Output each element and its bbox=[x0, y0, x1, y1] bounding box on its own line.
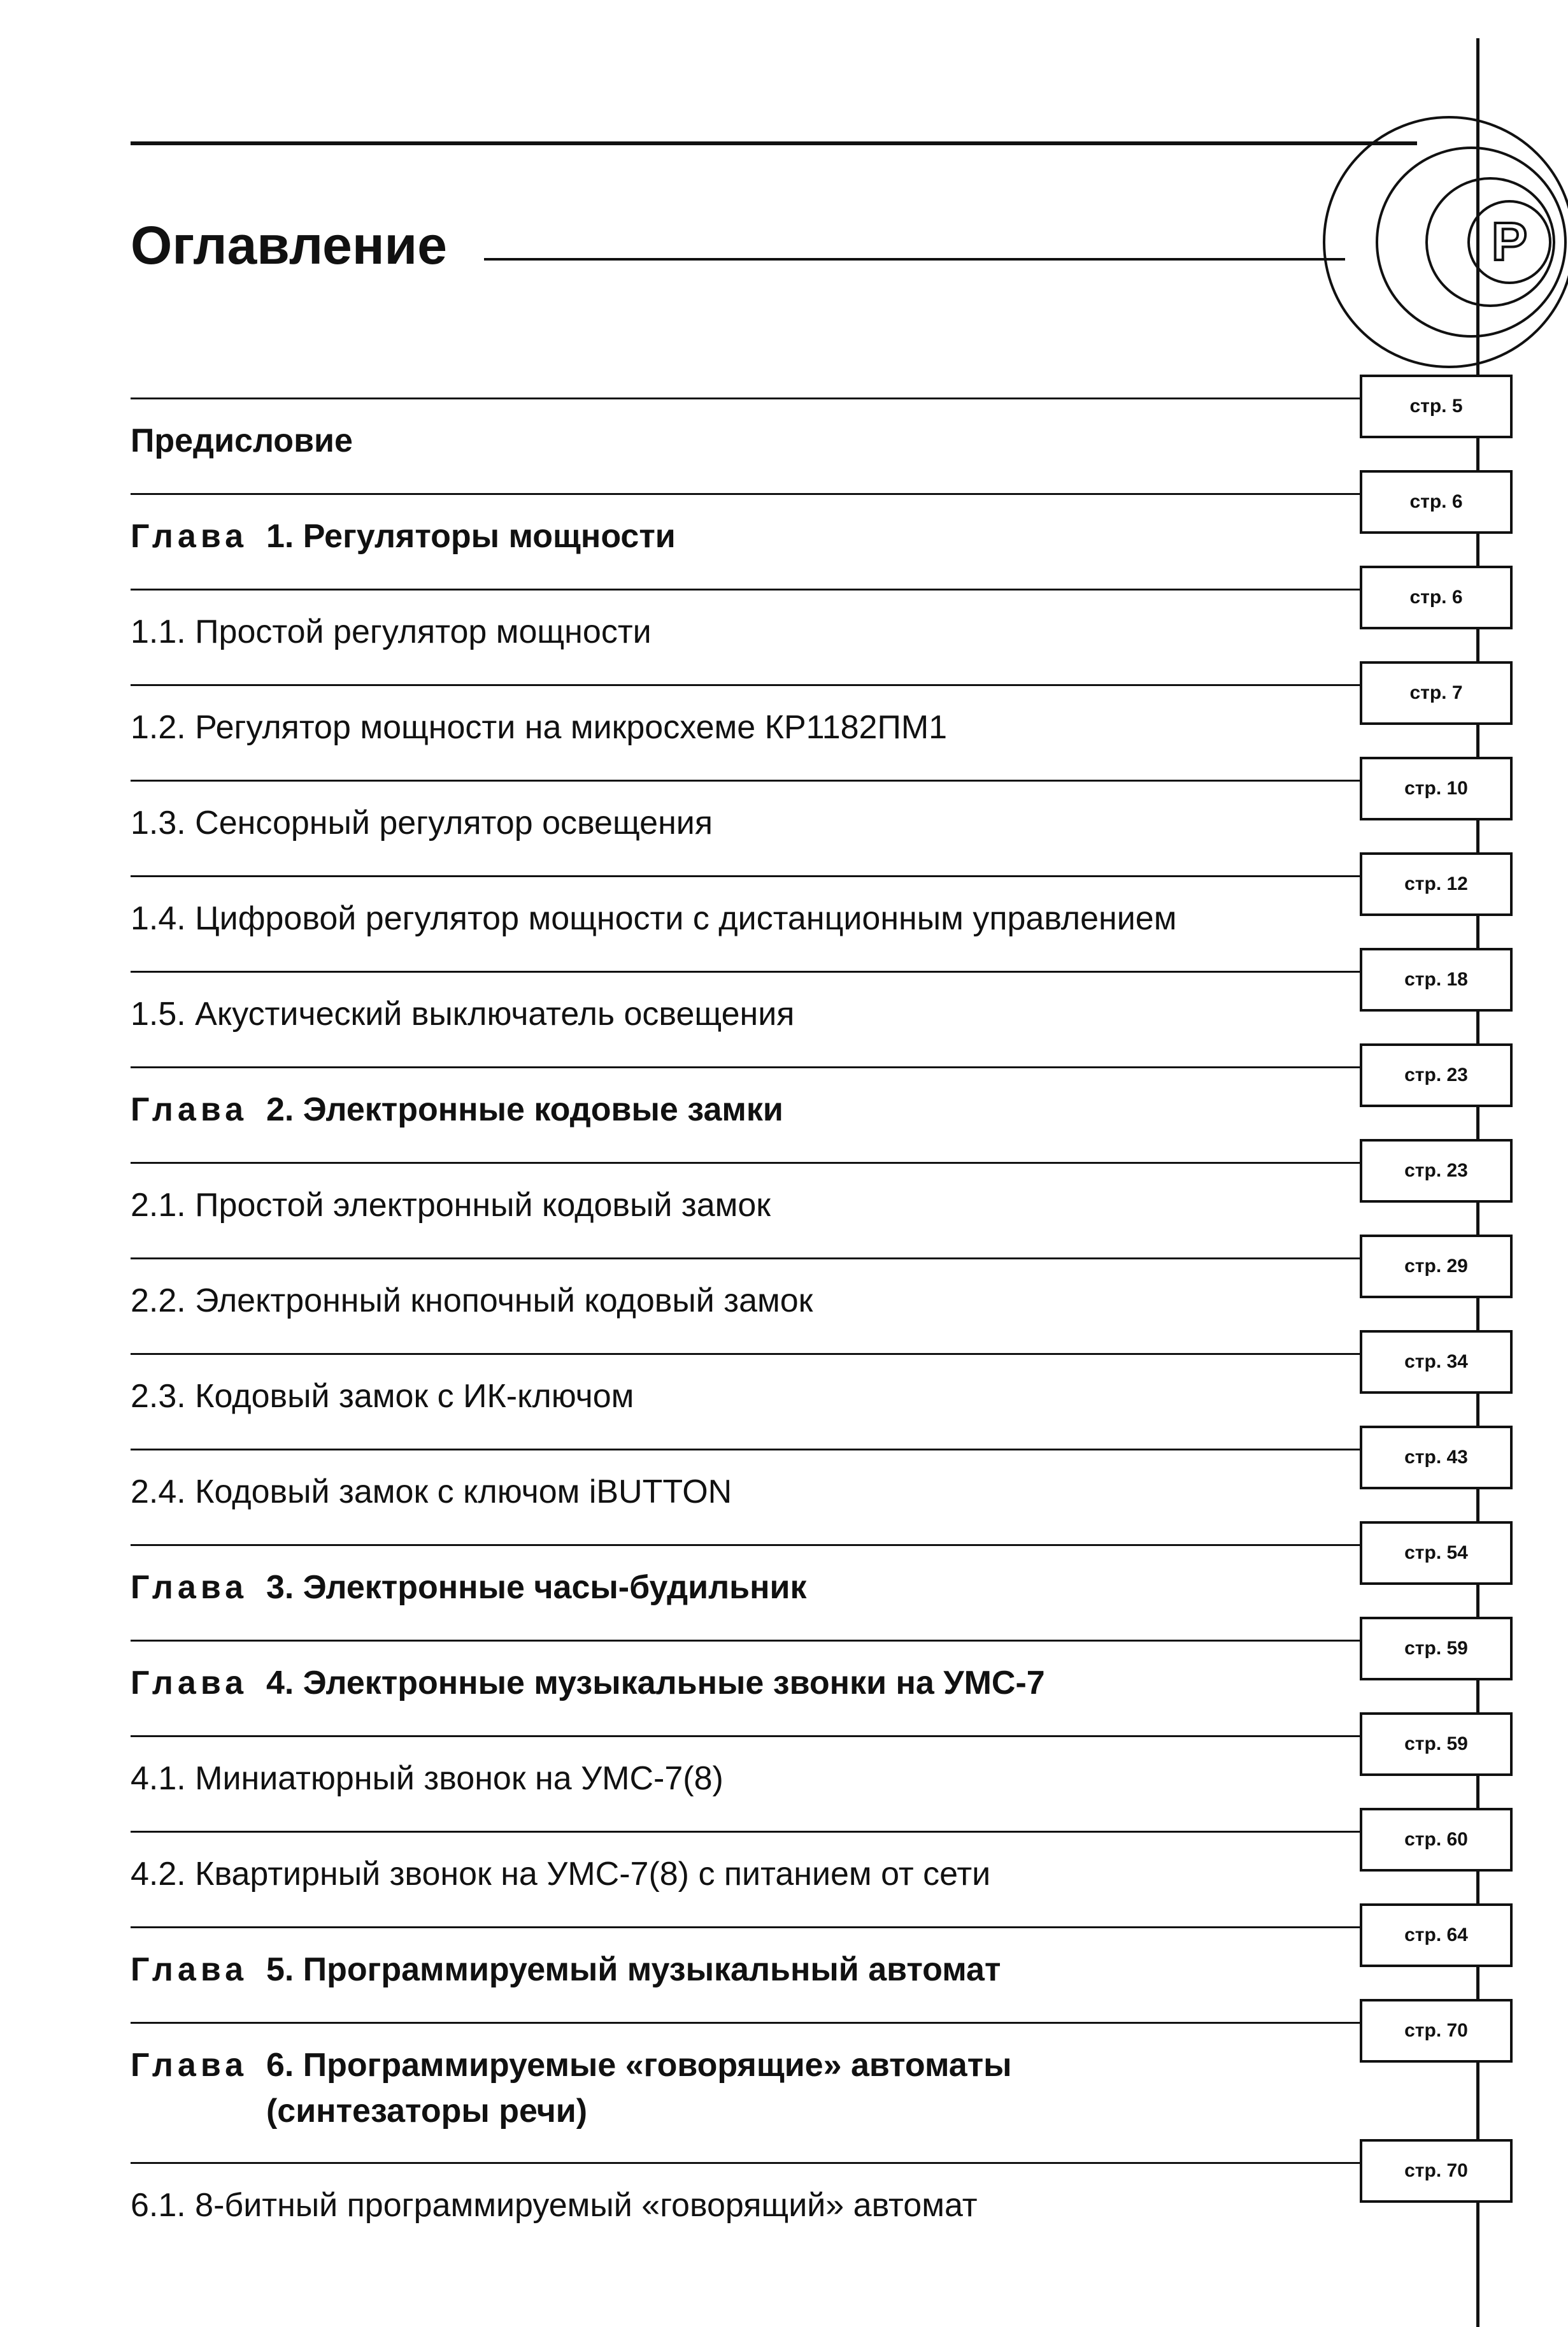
page-title: Оглавление bbox=[131, 215, 447, 275]
chapter-word: Глава bbox=[131, 1569, 248, 1606]
toc-entry-title: 2.4. Кодовый замок с ключом iBUTTON bbox=[131, 1473, 732, 1510]
toc-entry-title: 1.4. Цифровой регулятор мощности с дистанционным управлением bbox=[131, 900, 1177, 937]
entry-rule bbox=[131, 1353, 1360, 1355]
toc-entry[interactable] bbox=[0, 1720, 1568, 1815]
page-number-box: стр. 59 bbox=[1360, 1712, 1513, 1776]
toc-entry[interactable] bbox=[0, 1147, 1568, 1242]
toc-entry-title bbox=[131, 1564, 807, 1610]
page-number-box: стр. 10 bbox=[1360, 757, 1513, 820]
toc-entry[interactable] bbox=[0, 2007, 1568, 2130]
page-number-box: стр. 12 bbox=[1360, 852, 1513, 916]
chapter-word: Глава bbox=[131, 1665, 248, 1701]
toc-entry-title bbox=[131, 1660, 1045, 1706]
toc-entry-title: 2.3. Кодовый замок с ИК-ключом bbox=[131, 1378, 634, 1415]
chapter-label: 6. Программируемые «говорящие» автоматы (синтезаторы речи) bbox=[266, 2047, 1012, 2130]
chapter-label: 4. Электронные музыкальные звонки на УМС-7 bbox=[266, 1665, 1045, 1701]
toc-entry-title: 1.1. Простой регулятор мощности bbox=[131, 613, 652, 650]
toc-entry[interactable] bbox=[0, 1338, 1568, 1433]
page-number-box: стр. 6 bbox=[1360, 566, 1513, 629]
toc-entry[interactable] bbox=[0, 1624, 1568, 1720]
page-number-box: стр. 70 bbox=[1360, 1999, 1513, 2063]
title-rule bbox=[484, 258, 1345, 261]
toc-entry[interactable] bbox=[0, 956, 1568, 1051]
toc-entry[interactable] bbox=[0, 860, 1568, 956]
page-number-box: стр. 43 bbox=[1360, 1426, 1513, 1489]
toc-entry-title bbox=[131, 513, 676, 559]
toc-entry[interactable] bbox=[0, 2147, 1568, 2242]
toc-entry[interactable] bbox=[0, 1242, 1568, 1338]
page-number-box: стр. 18 bbox=[1360, 948, 1513, 1012]
toc-entry[interactable] bbox=[0, 478, 1568, 573]
entry-rule bbox=[131, 1162, 1360, 1164]
page-number-box: стр. 54 bbox=[1360, 1521, 1513, 1585]
chapter-label: 3. Электронные часы-будильник bbox=[266, 1569, 807, 1606]
toc-entry-title: Предисловие bbox=[131, 422, 353, 459]
entry-rule bbox=[131, 1257, 1360, 1259]
entry-rule bbox=[131, 684, 1360, 686]
toc-entry-title bbox=[131, 1087, 783, 1133]
toc-entry[interactable] bbox=[0, 1911, 1568, 2007]
toc-entry[interactable] bbox=[0, 1051, 1568, 1147]
page-number-box: стр. 70 bbox=[1360, 2139, 1513, 2203]
entry-rule bbox=[131, 589, 1360, 591]
toc-entry[interactable] bbox=[0, 382, 1568, 478]
entry-rule bbox=[131, 397, 1360, 399]
page-number-box: стр. 60 bbox=[1360, 1808, 1513, 1872]
page-number-box: стр. 23 bbox=[1360, 1139, 1513, 1203]
entry-rule bbox=[131, 2022, 1360, 2024]
page-number-box: стр. 23 bbox=[1360, 1043, 1513, 1107]
page-number-box: стр. 34 bbox=[1360, 1330, 1513, 1394]
toc-entry[interactable] bbox=[0, 1433, 1568, 1529]
toc-entry[interactable] bbox=[0, 573, 1568, 669]
page-number-box: стр. 64 bbox=[1360, 1903, 1513, 1967]
toc-entry[interactable] bbox=[0, 1815, 1568, 1911]
page-number-box: стр. 5 bbox=[1360, 375, 1513, 438]
toc-entry-title: 1.2. Регулятор мощности на микросхеме КР1182ПМ1 bbox=[131, 709, 948, 746]
toc-entry-title: 6.1. 8-битный программируемый «говорящий» автомат bbox=[131, 2187, 978, 2224]
chapter-word: Глава bbox=[131, 1091, 248, 1128]
toc-entry-title bbox=[131, 1947, 1001, 1993]
page-number-box: стр. 59 bbox=[1360, 1617, 1513, 1680]
toc-entry[interactable] bbox=[0, 1529, 1568, 1624]
toc-entry-title: 2.2. Электронный кнопочный кодовый замок bbox=[131, 1282, 813, 1319]
entry-rule bbox=[131, 1640, 1360, 1642]
entry-rule bbox=[131, 1066, 1360, 1068]
entry-rule bbox=[131, 1926, 1360, 1928]
entry-rule bbox=[131, 1449, 1360, 1450]
entry-rule bbox=[131, 875, 1360, 877]
entry-rule bbox=[131, 2162, 1360, 2164]
page-number-box: стр. 7 bbox=[1360, 661, 1513, 725]
chapter-label: 5. Программируемый музыкальный автомат bbox=[266, 1951, 1001, 1988]
chapter-word: Глава bbox=[131, 518, 248, 555]
chapter-word: Глава bbox=[131, 2047, 248, 2084]
toc-entry-title bbox=[131, 2042, 1012, 2134]
header-rule bbox=[131, 141, 1417, 145]
page-number-box: стр. 29 bbox=[1360, 1235, 1513, 1298]
toc-entry-title: 4.2. Квартирный звонок на УМС-7(8) с питанием от сети bbox=[131, 1856, 991, 1893]
logo-letter: P bbox=[1491, 211, 1528, 271]
toc-entry-title: 1.3. Сенсорный регулятор освещения bbox=[131, 805, 713, 841]
toc-entry[interactable] bbox=[0, 764, 1568, 860]
entry-rule bbox=[131, 1544, 1360, 1546]
chapter-label: 2. Электронные кодовые замки bbox=[266, 1091, 783, 1128]
toc-entry-title: 2.1. Простой электронный кодовый замок bbox=[131, 1187, 771, 1224]
entry-rule bbox=[131, 971, 1360, 973]
entry-rule bbox=[131, 1735, 1360, 1737]
entry-rule bbox=[131, 1831, 1360, 1833]
chapter-label: 1. Регуляторы мощности bbox=[266, 518, 676, 555]
entry-rule bbox=[131, 493, 1360, 495]
page-number-box: стр. 6 bbox=[1360, 470, 1513, 534]
chapter-word: Глава bbox=[131, 1951, 248, 1988]
publisher-logo-icon bbox=[1299, 108, 1568, 382]
toc-entry-title: 1.5. Акустический выключатель освещения bbox=[131, 996, 795, 1033]
toc-entry-title: 4.1. Миниатюрный звонок на УМС-7(8) bbox=[131, 1760, 723, 1797]
entry-rule bbox=[131, 780, 1360, 782]
toc-entry[interactable] bbox=[0, 669, 1568, 764]
